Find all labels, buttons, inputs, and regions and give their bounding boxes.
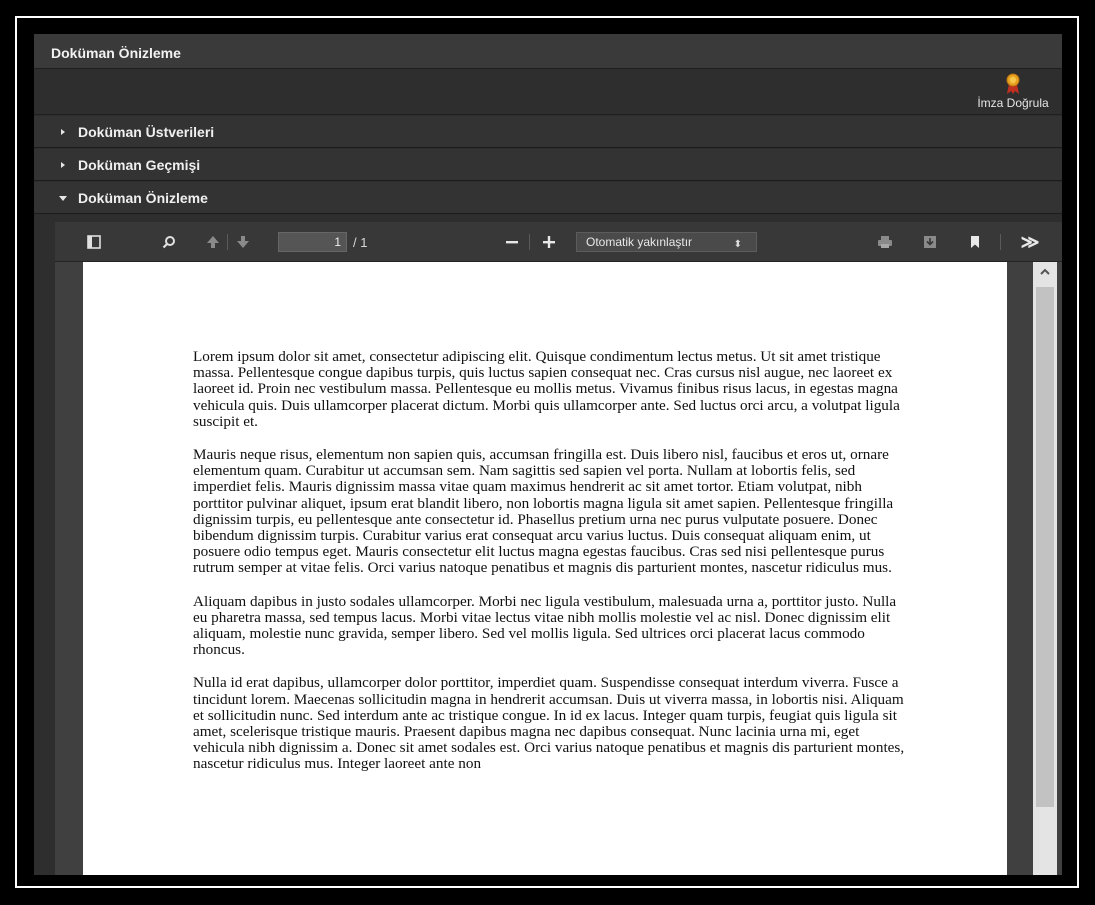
toolbar-separator: [529, 234, 530, 250]
more-tools-icon: ≫: [1020, 231, 1040, 252]
previous-page-button[interactable]: [203, 230, 223, 254]
caret-down-icon: [58, 193, 68, 203]
pdf-toolbar: [55, 222, 1062, 262]
zoom-in-icon: [542, 235, 556, 249]
zoom-out-button[interactable]: [501, 230, 523, 254]
page-count: / 1: [353, 235, 368, 250]
print-icon: [877, 235, 893, 249]
document-preview-panel: [34, 34, 1062, 875]
action-bar: [34, 69, 1062, 115]
download-button[interactable]: [919, 230, 941, 254]
scrollbar-thumb[interactable]: [1036, 287, 1054, 807]
zoom-select[interactable]: [576, 232, 757, 252]
panel-title-bar: [34, 34, 1062, 69]
caret-right-icon: [58, 160, 68, 170]
bookmark-icon: [969, 235, 981, 249]
document-text: [193, 349, 909, 790]
caret-right-icon: [58, 127, 68, 137]
next-page-icon: [236, 235, 250, 249]
accordion-history-label: Doküman Geçmişi: [78, 157, 201, 173]
vertical-scrollbar[interactable]: [1033, 262, 1057, 875]
more-tools-button[interactable]: [1017, 230, 1043, 254]
paragraph: Mauris neque risus, elementum non sapien quis, accumsan fringilla est. Duis libero nisl, faucibus et eros ut, ornare elementum quam. Curabitur ut accumsan sem. Nam sagittis sed sapien vel porta. Nullam at lobortis felis, sed imperdiet felis. Mauris dignissim massa vitae quam maximus hendrerit ac sit amet tortor. Etiam volutpat, nibh porttitor pulvinar aliquet, ipsum erat blandit libero, non lobortis magna ligula sit amet sapien. Pellentesque fringilla dignissim turpis, eu pellentesque ante consectetur id. Phasellus pretium urna nec purus vulputate posuere. Donec bibendum dignissim turpis. Curabitur varius erat consequat arcu varius luctus. Duis consequat aliquam enim, ut posuere odio tempus eget. Mauris consectetur elit luctus magna egestas faucibus. Cras sed nisi pellentesque purus rutrum semper at vitae felis. Orci varius natoque penatibus et magnis dis parturient montes, nascetur ridiculus mus.: [193, 446, 894, 577]
toggle-sidebar-button[interactable]: [83, 230, 105, 254]
verify-signature-button[interactable]: [970, 73, 1056, 111]
paragraph: Lorem ipsum dolor sit amet, consectetur adipiscing elit. Quisque condimentum lectus metus. Ut sit amet tristique massa. Pellentesque congue dapibus turpis, quis luctus sapien consequat nec. Cras cursus nisl augue, nec laoreet ex laoreet id. Proin nec vestibulum massa. Pellentesque eu mollis metus. Vivamus finibus risus lacus, in egestas magna vehicula quis. Duis ullamcorper placerat dictum. Morbi quis ullamcorper ante. Sed luctus orci arcu, a volutpat ligula suscipit et.: [193, 348, 900, 430]
toolbar-separator: [1000, 234, 1001, 250]
chevron-up-icon: [1040, 268, 1050, 276]
document-canvas: [55, 262, 1062, 875]
search-icon: [162, 235, 176, 249]
zoom-select-value: Otomatik yakınlaştır: [586, 235, 693, 249]
pdf-viewer: [55, 222, 1062, 875]
zoom-out-icon: [505, 235, 519, 249]
paragraph: Nulla id erat dapibus, ullamcorper dolor porttitor, imperdiet quam. Suspendisse consequat interdum viverra. Fusce a tincidunt lorem. Maecenas sollicitudin magna in hendrerit accumsan. Duis ut viverra massa, in lobortis nisi. Aliquam et sollicitudin nunc. Sed interdum ante ac tristique congue. In id ex lacus. Integer quam turpis, feugiat quis ligula sit amet, scelerisque tristique mauris. Praesent dapibus magna nec dapibus consequat. Nunc lacinia urna mi, eget vehicula nibh dignissim a. Donec sit amet sodales est. Orci varius natoque penatibus et magnis dis parturient montes, nascetur ridiculus mus. Integer laoreet ante non: [193, 674, 905, 773]
panel-title: Doküman Önizleme: [51, 45, 181, 61]
previous-page-icon: [206, 235, 220, 249]
page-number-input[interactable]: 1: [278, 232, 347, 252]
accordion-preview-label: Doküman Önizleme: [78, 190, 208, 206]
award-medal-icon: [1006, 73, 1020, 95]
accordion-preview[interactable]: [34, 182, 1062, 214]
download-icon: [923, 235, 937, 249]
print-button[interactable]: [874, 230, 896, 254]
select-caret-icon: ⬍: [733, 239, 742, 250]
bookmark-button[interactable]: [965, 230, 985, 254]
next-page-button[interactable]: [233, 230, 253, 254]
sidebar-toggle-icon: [87, 235, 101, 249]
toolbar-separator: [227, 234, 228, 250]
accordion-metadata-label: Doküman Üstverileri: [78, 124, 215, 140]
zoom-in-button[interactable]: [538, 230, 560, 254]
scroll-up-button[interactable]: [1033, 262, 1057, 282]
accordion-metadata[interactable]: [34, 116, 1062, 148]
accordion-history[interactable]: [34, 149, 1062, 181]
verify-signature-label: İmza Doğrula: [977, 96, 1049, 110]
search-button[interactable]: [158, 230, 180, 254]
document-page: [83, 262, 1007, 875]
paragraph: Aliquam dapibus in justo sodales ullamcorper. Morbi nec ligula vestibulum, malesuada urna a, porttitor justo. Nulla eu pharetra massa, sed tempus lacus. Morbi vitae lectus vitae nibh mollis molestie vel ac nisl. Donec dignissim elit aliquam, molestie nunc gravida, semper libero. Sed vel mollis ligula. Sed ultrices orci placerat lacus commodo rhoncus.: [193, 592, 897, 659]
